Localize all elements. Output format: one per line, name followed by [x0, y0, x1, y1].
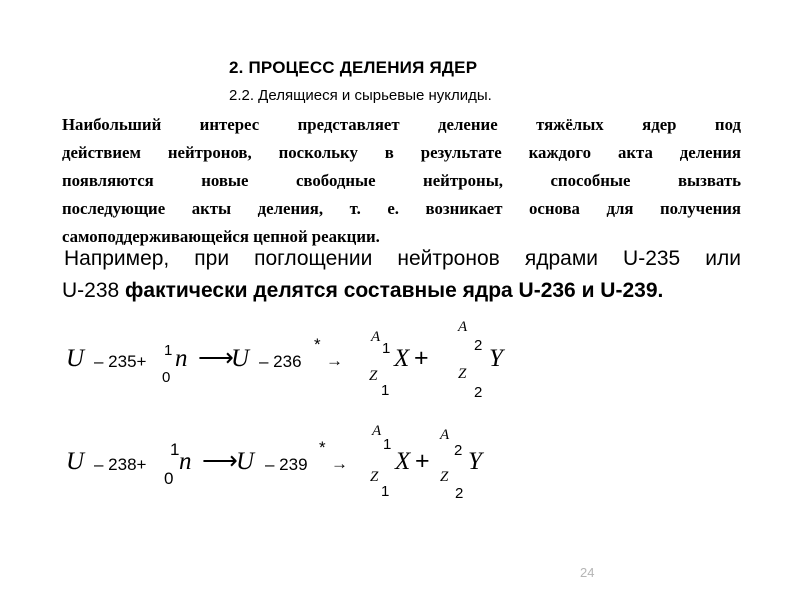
- eq2-z2: Z: [440, 469, 449, 485]
- intro-line-5: самоподдерживающейся цепной реакции.: [62, 227, 380, 246]
- eq2-z2-idx: 2: [455, 485, 464, 502]
- eq2-mass1: – 238+: [94, 455, 147, 474]
- eq1-mass1: – 235+: [94, 352, 147, 371]
- eq1-u1: U: [66, 345, 85, 372]
- eq1-x: X: [394, 345, 410, 372]
- example-line-2-bold: фактически делятся составные ядра U-236 и U-239.: [125, 279, 664, 302]
- intro-line-1: Наибольший интерес представляет деление тяжёлых ядер под: [62, 115, 741, 134]
- eq2-n: n: [179, 448, 192, 475]
- intro-paragraph: [62, 111, 741, 251]
- eq2-a2: A: [440, 427, 450, 443]
- eq1-z1-idx: 1: [381, 382, 390, 399]
- eq1-arrow: ⟶: [198, 344, 234, 372]
- intro-line-4: последующие акты деления, т. е. возникает основа для получения: [62, 199, 741, 218]
- eq1-a2: A: [458, 319, 468, 335]
- eq1-y: Y: [489, 345, 503, 372]
- eq2-a1-idx: 1: [383, 436, 392, 453]
- subsection-heading: 2.2. Делящиеся и сырьевые нуклиды.: [229, 87, 492, 104]
- eq2-a2-idx: 2: [454, 442, 463, 459]
- eq2-u2: U: [236, 448, 255, 475]
- eq1-z2: Z: [458, 366, 467, 382]
- eq2-u1: U: [66, 448, 85, 475]
- eq2-z1-idx: 1: [381, 483, 390, 500]
- eq1-n-sub: 0: [162, 369, 171, 386]
- intro-line-3: появляются новые свободные нейтроны, способные вызвать: [62, 171, 741, 190]
- eq2-n-sub: 0: [164, 469, 174, 488]
- eq2-arrow: ⟶: [202, 447, 238, 475]
- eq1-u2: U: [231, 345, 250, 372]
- example-line-2-regular: U-238: [62, 279, 126, 302]
- eq1-z1: Z: [369, 368, 378, 384]
- eq2-plus: +: [415, 447, 430, 475]
- eq1-mass2: – 236: [259, 352, 302, 371]
- intro-line-2: действием нейтронов, поскольку в результате каждого акта деления: [62, 143, 741, 162]
- eq2-x: X: [395, 448, 411, 475]
- eq1-a1: A: [371, 329, 381, 345]
- eq1-plus: +: [414, 344, 429, 372]
- eq1-n: n: [175, 345, 188, 372]
- eq2-star: *: [319, 438, 326, 457]
- eq2-n-sup: 1: [170, 440, 180, 459]
- eq1-arrow2: →: [326, 351, 343, 370]
- eq1-z2-idx: 2: [474, 384, 483, 401]
- section-heading: 2. ПРОЦЕСС ДЕЛЕНИЯ ЯДЕР: [229, 58, 478, 77]
- eq2-y: Y: [468, 448, 482, 475]
- eq2-mass2: – 239: [265, 455, 308, 474]
- eq2-z1: Z: [370, 469, 379, 485]
- eq1-a1-idx: 1: [382, 340, 391, 357]
- eq1-star: *: [314, 335, 321, 354]
- eq2-arrow2: →: [331, 454, 348, 473]
- eq1-a2-idx: 2: [474, 337, 483, 354]
- example-line-1: Например, при поглощении нейтронов ядрами U-235 или: [64, 247, 741, 270]
- example-line-2: [62, 275, 741, 307]
- eq2-a1: A: [372, 423, 382, 439]
- page-number: 24: [580, 565, 595, 580]
- eq1-n-sup: 1: [164, 342, 173, 359]
- example-paragraph: [62, 243, 741, 307]
